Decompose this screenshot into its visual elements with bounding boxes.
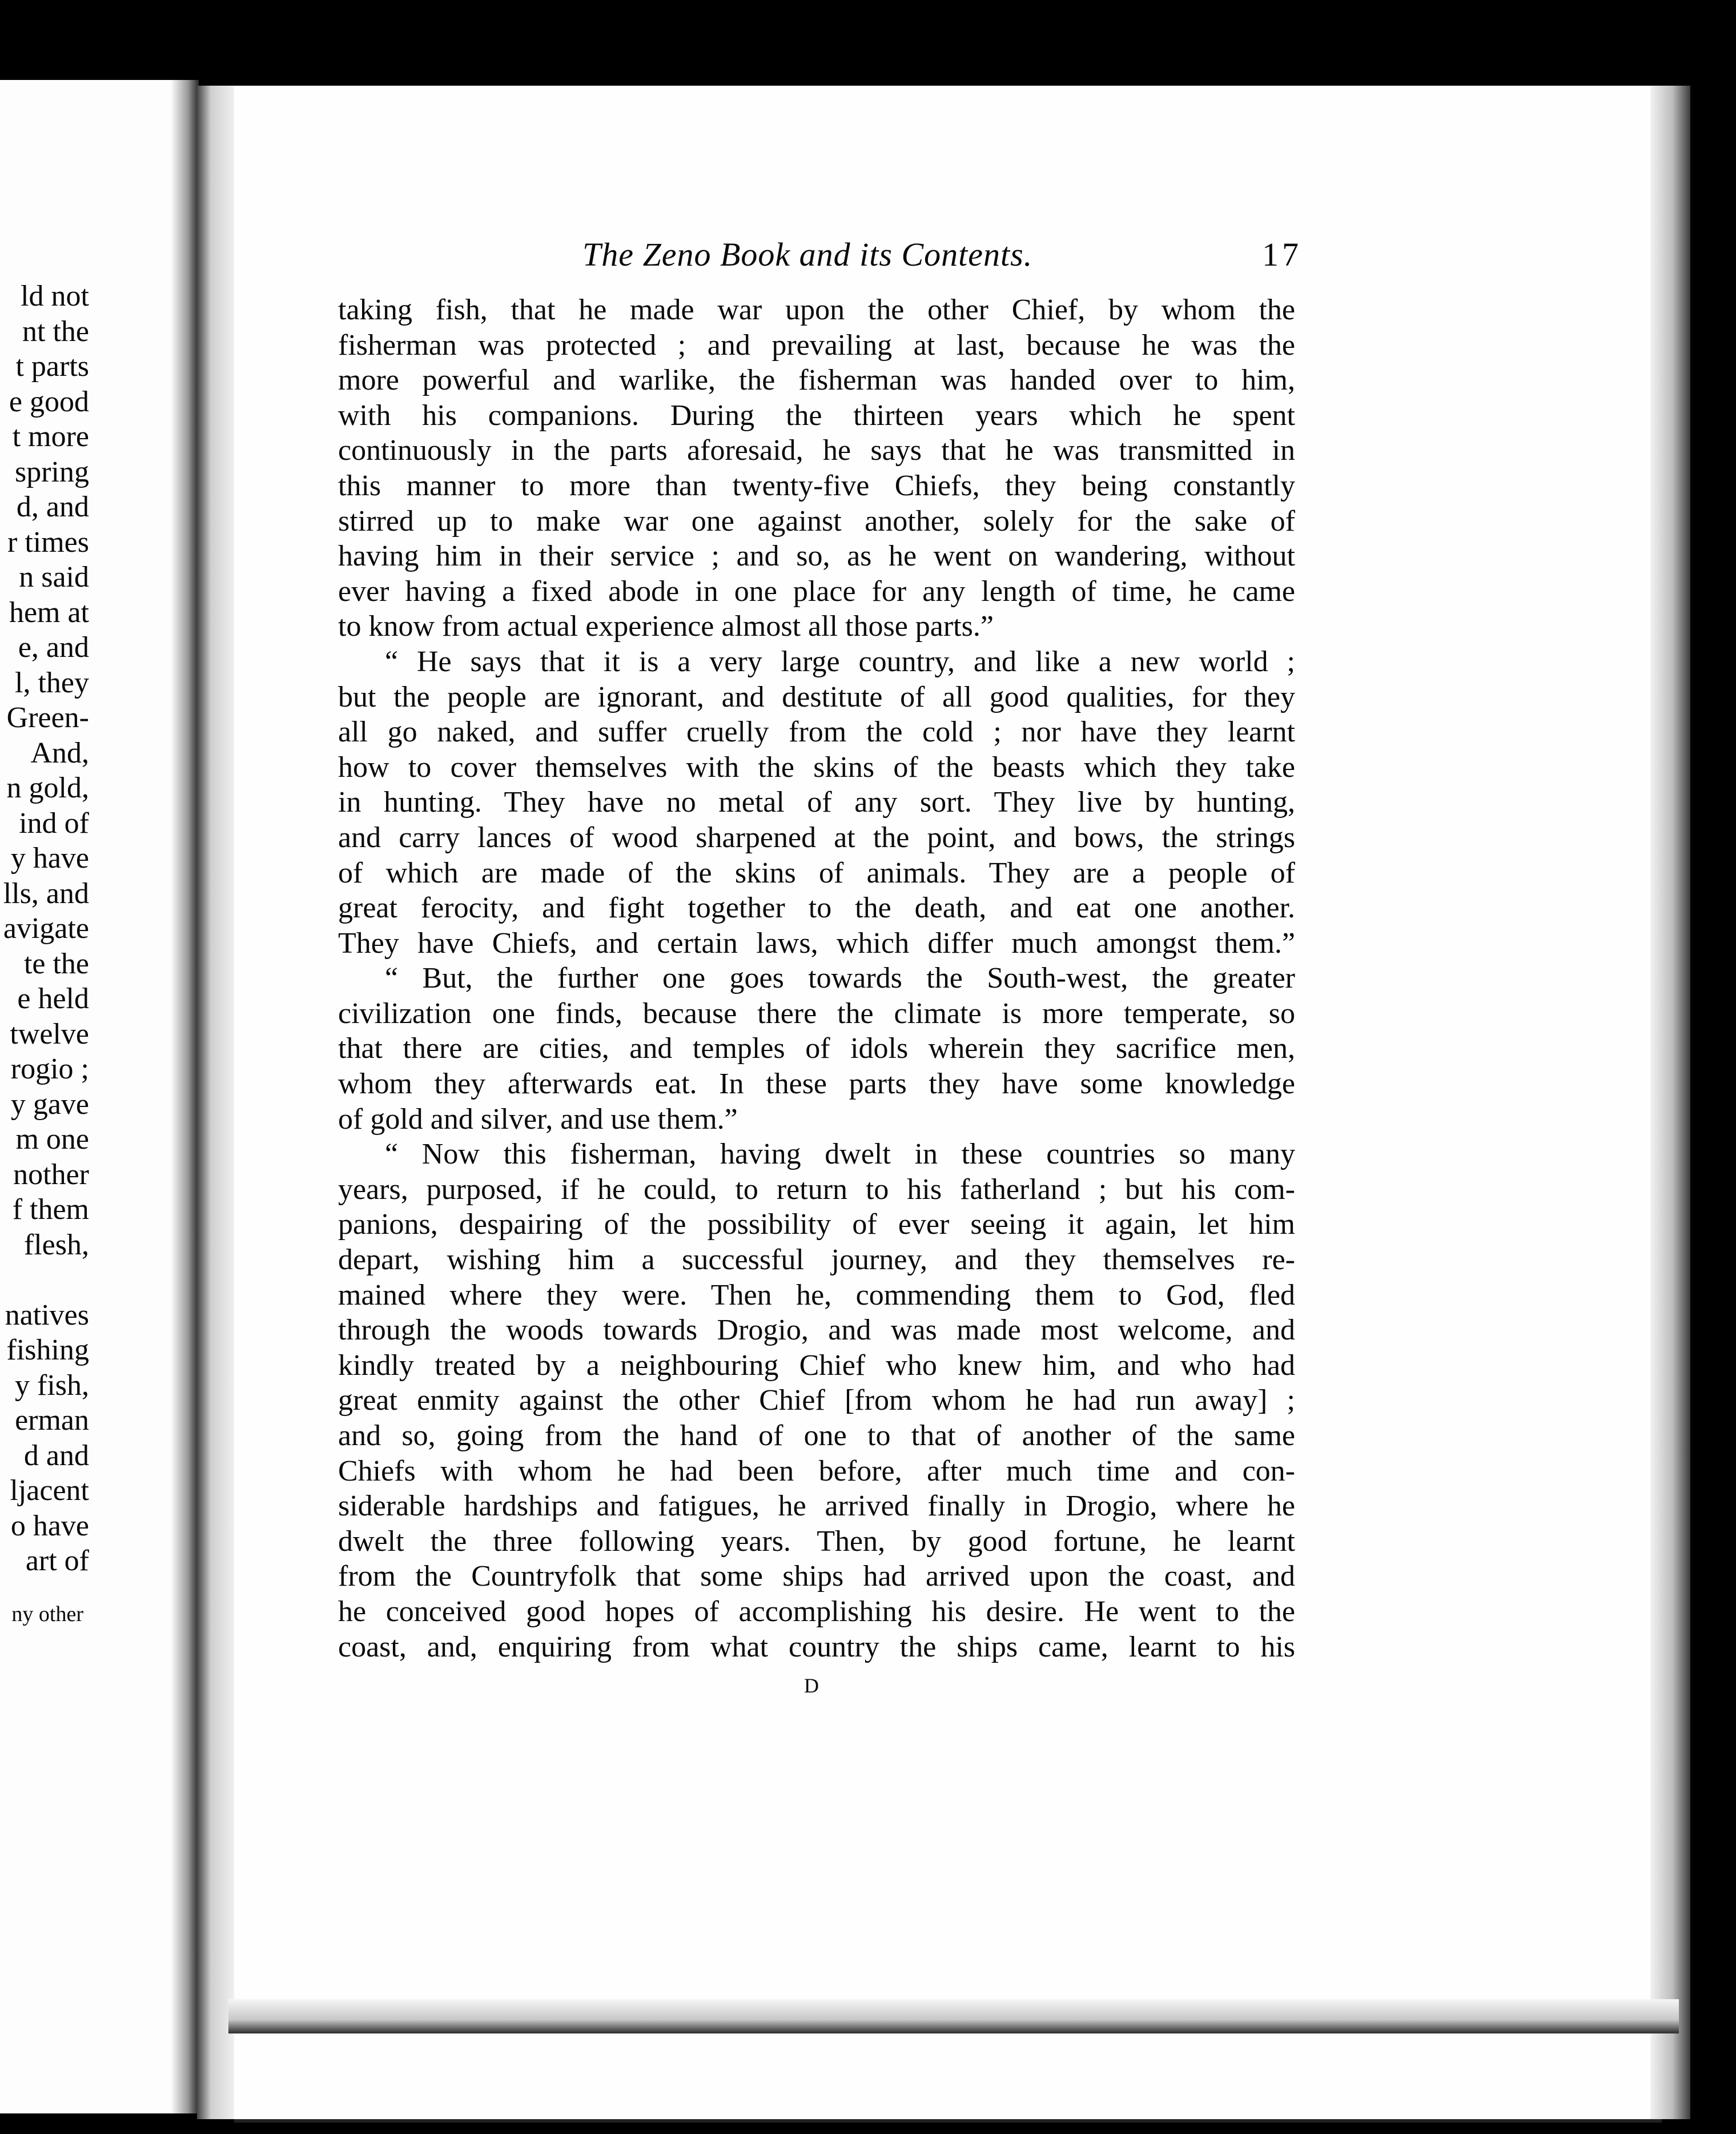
body-line: of which are made of the skins of animals. They are a people of	[338, 856, 1295, 889]
body-line: all go naked, and suffer cruelly from the cold ; nor have they learnt	[338, 716, 1295, 749]
body-line: through the woods towards Drogio, and was made most welcome, and	[338, 1314, 1295, 1347]
left-page-line: nt the	[22, 315, 89, 348]
body-line: whom they afterwards eat. In these parts they have some knowledge	[338, 1068, 1295, 1101]
body-line: how to cover themselves with the skins of the beasts which they take	[338, 751, 1295, 784]
body-line: “ He says that it is a very large country, and like a new world ;	[385, 645, 1295, 678]
left-page-line	[0, 1262, 89, 1298]
left-page-line: ljacent	[10, 1474, 89, 1507]
body-line: this manner to more than twenty-five Chiefs, they being constantly	[338, 469, 1295, 502]
body-line: years, purposed, if he could, to return to his fatherland ; but his com-	[338, 1173, 1295, 1206]
left-page-line: y fish,	[15, 1369, 89, 1402]
body-line: from the Countryfolk that some ships had arrived upon the coast, and	[338, 1560, 1295, 1593]
left-page-line: art of	[25, 1545, 89, 1577]
body-line: taking fish, that he made war upon the other Chief, by whom the	[338, 294, 1295, 326]
body-line: that there are cities, and temples of idols wherein they sacrifice men,	[338, 1032, 1295, 1065]
body-line: kindly treated by a neighbouring Chief who knew him, and who had	[338, 1349, 1295, 1382]
body-line: ever having a fixed abode in one place for any length of time, he came	[338, 575, 1295, 608]
left-page-line: ld not	[21, 280, 89, 312]
left-page-line: erman	[15, 1404, 89, 1437]
left-page-line: spring	[15, 455, 89, 488]
left-page-line: e, and	[18, 631, 89, 664]
body-line: “ Now this fisherman, having dwelt in these countries so many	[385, 1138, 1295, 1171]
body-line: stirred up to make war one against another, solely for the sake of	[338, 504, 1295, 537]
left-page-gutter-shadow	[171, 80, 199, 2113]
left-page-line: And,	[30, 736, 89, 769]
body-line: but the people are ignorant, and destitute of all good qualities, for they	[338, 680, 1295, 713]
left-page-line: natives	[5, 1298, 89, 1331]
body-line: civilization one finds, because there the climate is more temperate, so	[338, 997, 1295, 1030]
left-page-line: lls, and	[3, 877, 89, 910]
page-number: 17	[1262, 236, 1302, 273]
left-page-line: m one	[15, 1123, 89, 1156]
left-page-line: n gold,	[6, 772, 89, 804]
body-line: “ But, the further one goes towards the South-west, the greater	[385, 962, 1295, 995]
body-line: to know from actual experience almost all those parts.”	[338, 610, 994, 643]
body-line: with his companions. During the thirteen years which he spent	[338, 399, 1295, 432]
left-page-line: l, they	[15, 666, 89, 699]
left-page-line: twelve	[10, 1017, 89, 1050]
left-page-line: nother	[13, 1158, 89, 1191]
left-page-line: fishing	[6, 1334, 89, 1366]
running-head: The Zeno Book and its Contents.	[582, 236, 1033, 273]
body-line: continuously in the parts aforesaid, he says that he was transmitted in	[338, 434, 1295, 467]
body-line: fisherman was protected ; and prevailing at last, because he was the	[338, 328, 1295, 362]
body-line: depart, wishing him a successful journey, and they themselves re-	[338, 1244, 1295, 1277]
signature-mark: D	[804, 1674, 821, 1697]
left-page-line: rogio ;	[10, 1053, 89, 1085]
left-page-line: hem at	[9, 596, 89, 629]
left-page-line: t more	[12, 420, 89, 453]
left-page-line: t parts	[15, 350, 89, 383]
left-page-line: n said	[19, 561, 89, 593]
left-page-line: f them	[12, 1193, 89, 1226]
left-page-footnote-fragment: ny other	[11, 1602, 83, 1626]
body-line: They have Chiefs, and certain laws, which differ much amongst them.”	[338, 926, 1295, 960]
body-line: siderable hardships and fatigues, he arrived finally in Drogio, where he	[338, 1490, 1295, 1523]
body-line: coast, and, enquiring from what country the ships came, learnt to his	[338, 1630, 1295, 1663]
left-page-line: y have	[10, 842, 89, 875]
body-text	[338, 292, 1295, 1664]
body-line: he conceived good hopes of accomplishing his desire. He went to the	[338, 1595, 1295, 1628]
body-line: more powerful and warlike, the fisherman was handed over to him,	[338, 364, 1295, 397]
book-gutter	[197, 86, 237, 2119]
body-line: great ferocity, and fight together to the death, and eat one another.	[338, 892, 1295, 925]
body-line: dwelt the three following years. Then, by good fortune, he learnt	[338, 1525, 1295, 1558]
left-page-line: avigate	[3, 912, 89, 945]
left-page-line: d, and	[16, 491, 89, 523]
left-page-line: y gave	[10, 1088, 89, 1121]
body-line: and so, going from the hand of one to that of another of the same	[338, 1419, 1295, 1452]
left-page-line: Green-	[6, 701, 89, 734]
body-line: great enmity against the other Chief [from whom he had run away] ;	[338, 1384, 1295, 1417]
body-line: panions, despairing of the possibility of ever seeing it again, let him	[338, 1208, 1295, 1241]
body-line: in hunting. They have no metal of any sort. They live by hunting,	[338, 786, 1295, 819]
left-page-line: te the	[23, 947, 89, 980]
left-page-line: r times	[7, 526, 89, 559]
left-page-line: o have	[10, 1509, 89, 1542]
right-page-edge-shadow	[1650, 86, 1690, 2119]
body-line: and carry lances of wood sharpened at the point, and bows, the strings	[338, 821, 1295, 854]
left-page-line: ind of	[19, 807, 89, 840]
left-page-line: e good	[9, 385, 89, 418]
left-page-line: e held	[17, 982, 89, 1015]
left-page-line: flesh,	[23, 1228, 89, 1261]
body-line: having him in their service ; and so, as he went on wandering, without	[338, 540, 1295, 573]
page-bottom-edge	[228, 1999, 1679, 2033]
body-line: of gold and silver, and use them.”	[338, 1102, 738, 1136]
left-page-line: d and	[23, 1439, 89, 1472]
body-line: Chiefs with whom he had been before, after much time and con-	[338, 1454, 1295, 1487]
left-page-text-fragments	[0, 279, 89, 1579]
body-line: mained where they were. Then he, commending them to God, fled	[338, 1278, 1295, 1311]
